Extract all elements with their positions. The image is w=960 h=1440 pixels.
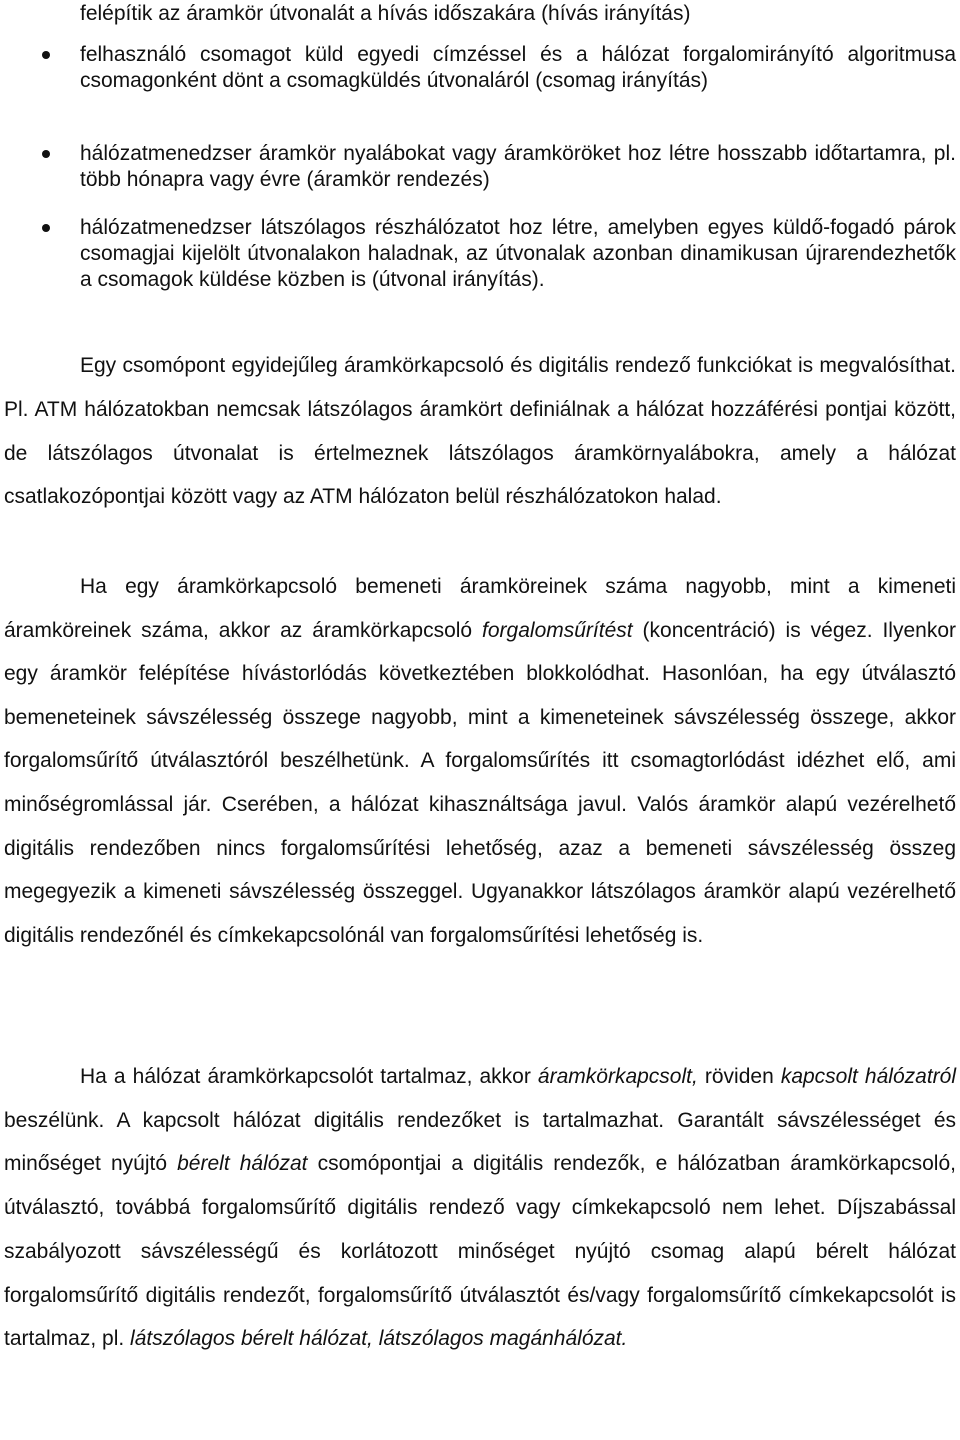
bullet-dot-icon: [42, 224, 50, 232]
italic-term: kapcsolt hálózatról: [780, 1065, 956, 1088]
bullet-text: felhasználó csomagot küld egyedi címzéssel és a hálózat forgalomirányító algoritmusa csomagonként dönt a csomagküldés útvonaláról (csomag irányítás): [80, 43, 956, 92]
paragraph-node-functions: [4, 344, 956, 519]
bullet-text: hálózatmenedzser áramkör nyalábokat vagy áramköröket hoz létre hosszabb időtartamra, pl. több hónapra vagy évre (áramkör rendezés): [80, 142, 956, 191]
paragraph-text: röviden: [697, 1065, 781, 1088]
paragraph-text: Egy csomópont egyidejűleg áramkörkapcsoló és digitális rendező funkciókat is megvalósíthat. Pl. ATM hálózatokban nemcsak látszólagos áramkört definiálnak a hálózat hozzáférési pontjai között, de látszólagos útvonalat is értelmeznek látszólagos áramkörnyalábokra, amely a hálózat csatlakozópontjai között vagy az ATM hálózaton belül részhálózatokon halad.: [4, 354, 956, 509]
paragraph-text: (koncentráció) is végez. Ilyenkor egy áramkör felépítése hívástorlódás következtében blokkolódhat. Hasonlóan, ha egy útválasztó bemeneteinek sávszélesség összege nagyobb, mint a kimeneteinek sávszélesség összege, akkor forgalomsűrítő útválasztóról beszélhetünk. A forgalomsűrítés itt csomagtorlódást idézhet elő, ami minőségromlással jár. Cserében, a hálózat kihasználtsága javul. Valós áramkör alapú vezérelhető digitális rendezőben nincs forgalomsűrítési lehetőség, azaz a bemeneti sávszélesség összeg megegyezik a kimeneti sávszélesség összeggel. Ugyanakkor látszólagos áramkör alapú vezérelhető digitális rendezőnél és címkekapcsolónál van forgalomsűrítési lehetőség is.: [4, 618, 956, 947]
bullet-dot-icon: [42, 150, 50, 158]
paragraph-text: Ha egy áramkörkapcsoló bemeneti áramköreinek száma nagyobb, mint a kimeneti áramköreinek száma, akkor az áramkörkapcsoló: [4, 575, 956, 642]
paragraph-text: Ha a hálózat áramkörkapcsolót tartalmaz, akkor: [80, 1065, 538, 1088]
paragraph-switched-network: [4, 1055, 956, 1361]
bullet-text: hálózatmenedzser látszólagos részhálózatot hoz létre, amelyben egyes küldő-fogadó párok csomagjai kijelölt útvonalakon haladnak, az útvonalak azonban dinamikusan újrarendezhetők a csomagok küldése közben is (útvonal irányítás).: [80, 216, 956, 291]
italic-term: áramkörkapcsolt,: [537, 1065, 698, 1088]
paragraph-text: csomópontjai a digitális rendezők, e hálózatban áramkörkapcsoló, útválasztó, továbbá forgalomsűrítő digitális rendező vagy címkekapcsoló nem lehet. Díjszabással szabályozott sávszélességű és korlátozott minőséget nyújtó csomag alapú bérelt hálózat forgalomsűrítő digitális rendezőt, forgalomsűrítő útválasztót és/vagy forgalomsűrítő címkekapcsolót is tartalmaz, pl.: [4, 1152, 956, 1351]
bullet-dot-icon: [42, 51, 50, 59]
paragraph-text: beszélünk. A kapcsolt hálózat digitális rendezőket is tartalmazhat. Garantált sávszélességet és minőséget nyújtó: [4, 1108, 956, 1176]
bullet-text: felépítik az áramkör útvonalát a hívás időszakára (hívás irányítás): [80, 2, 691, 25]
italic-term: látszólagos bérelt hálózat, látszólagos magánhálózat.: [130, 1327, 628, 1351]
paragraph-traffic-concentration: [4, 565, 956, 957]
italic-term: bérelt hálózat: [177, 1152, 308, 1176]
italic-term: forgalomsűrítést: [482, 618, 633, 642]
